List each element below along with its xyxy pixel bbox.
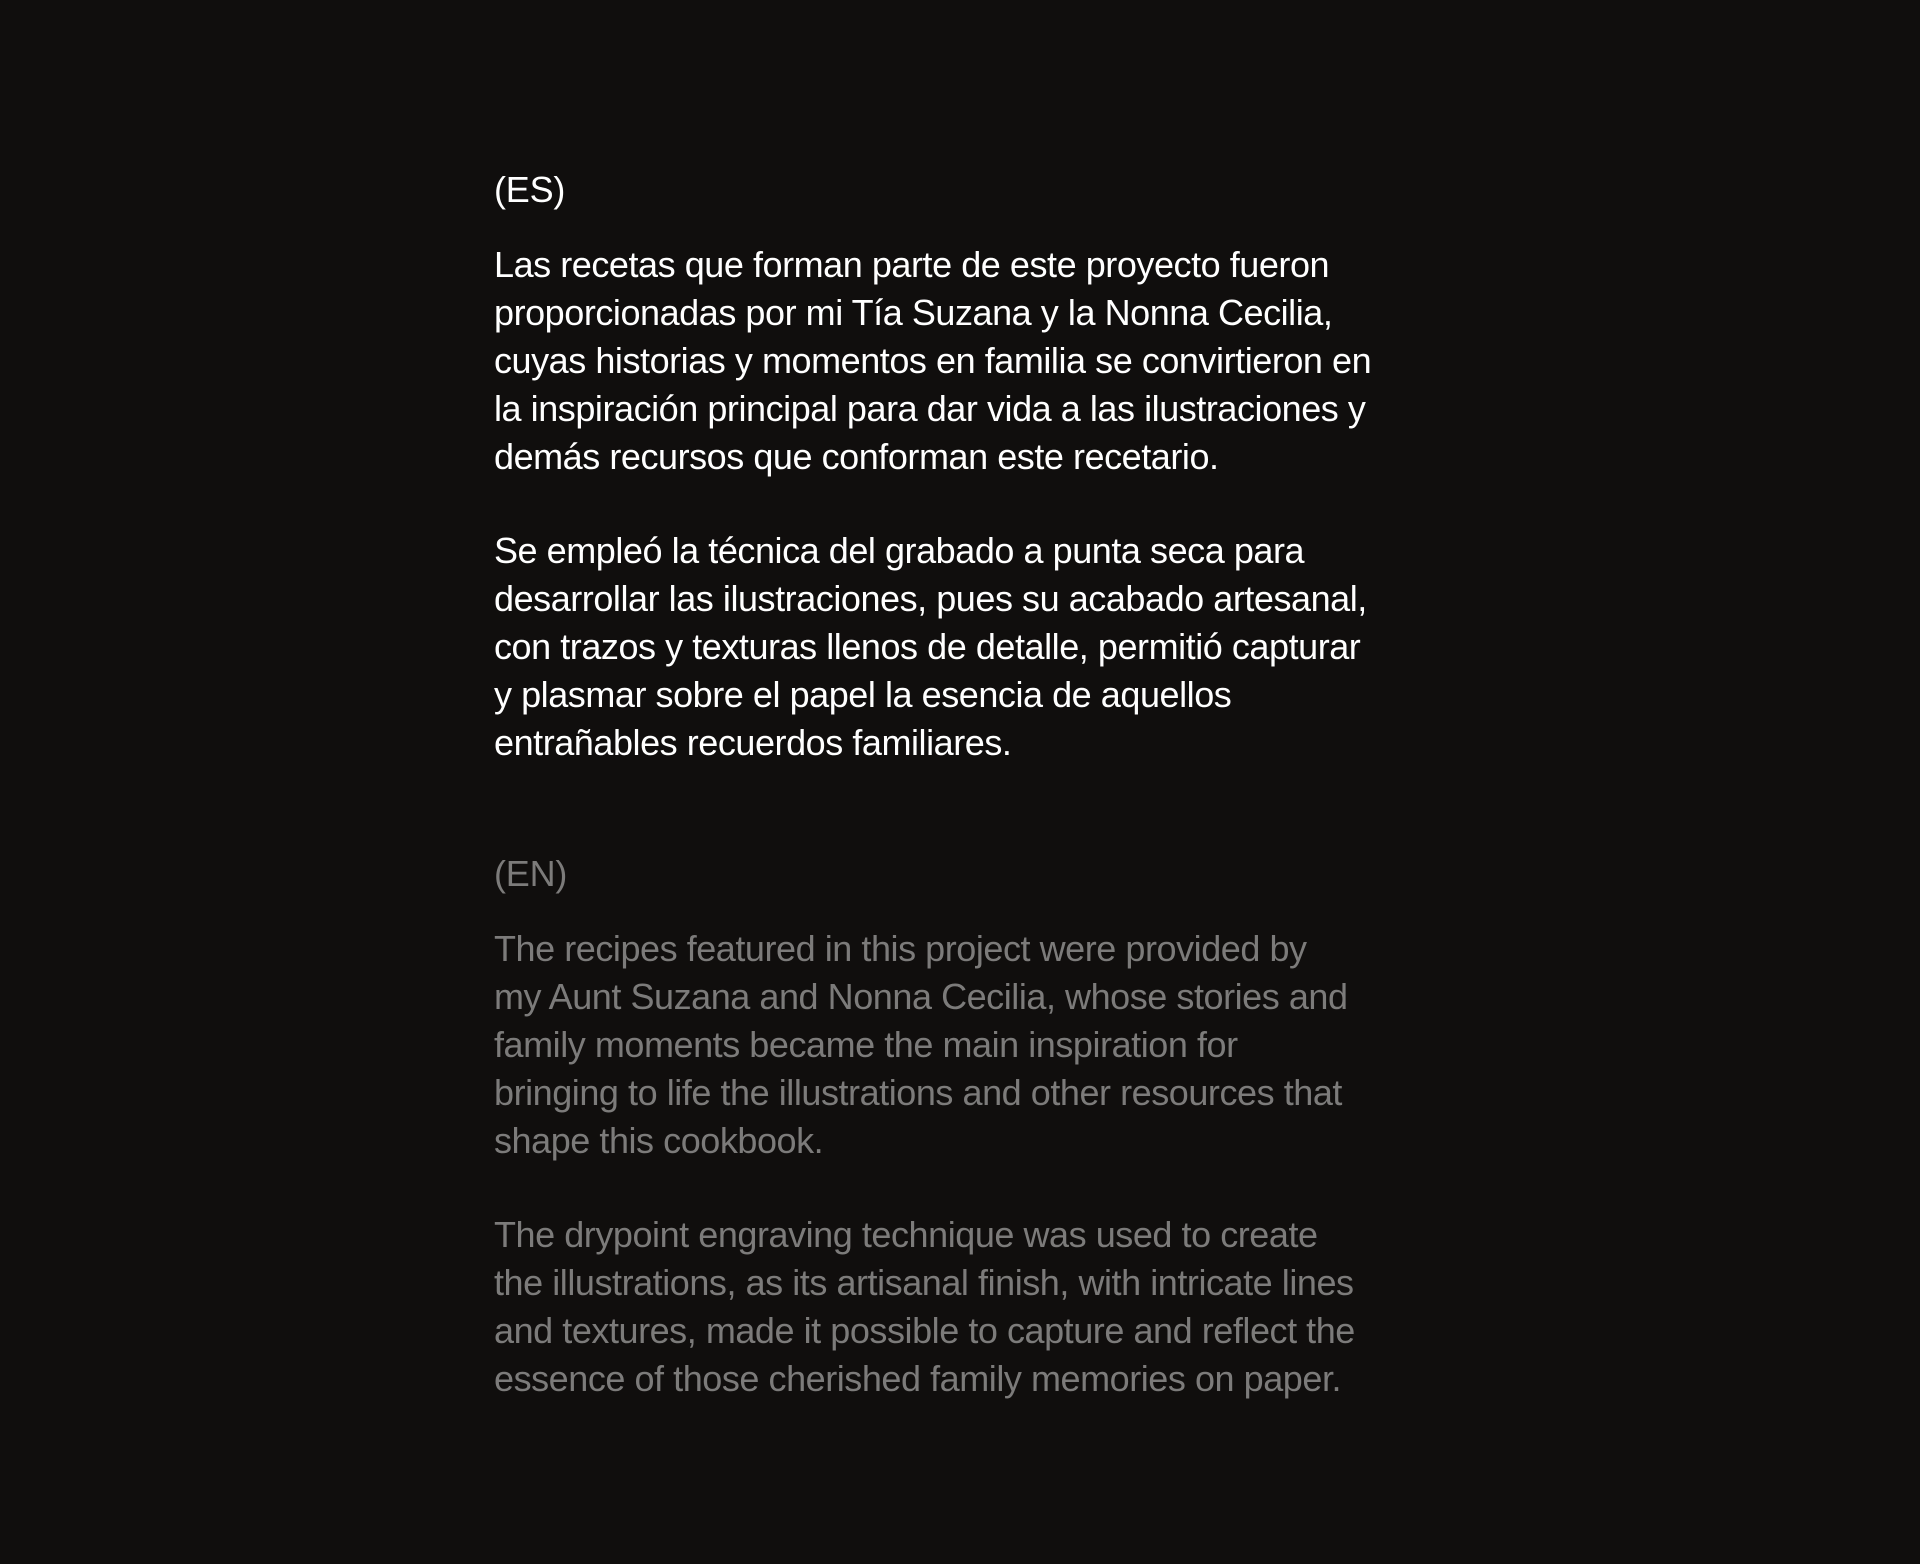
spanish-section — [494, 166, 1504, 767]
english-paragraph-1: The recipes featured in this project were provided by my Aunt Suzana and Nonna Cecilia, whose stories and family moments became the main inspiration for bringing to life the illustrations and other resources that shape this cookbook. — [494, 928, 1348, 1161]
english-paragraph-2: The drypoint engraving technique was used to create the illustrations, as its artisanal finish, with intricate lines and textures, made it possible to capture and reflect the essence of those cherished family memories on paper. — [494, 1214, 1355, 1399]
english-language-label: (EN) — [494, 853, 568, 894]
text-column — [494, 166, 1504, 1403]
spanish-language-label: (ES) — [494, 169, 566, 210]
english-section — [494, 850, 1504, 1403]
spanish-paragraph-1: Las recetas que forman parte de este proyecto fueron proporcionadas por mi Tía Suzana y la Nonna Cecilia, cuyas historias y momentos en familia se convirtieron en la inspiración principal para dar vida a las ilustraciones y demás recursos que conforman este recetario. — [494, 244, 1372, 477]
spanish-paragraph-2: Se empleó la técnica del grabado a punta seca para desarrollar las ilustraciones, pues su acabado artesanal, con trazos y texturas llenos de detalle, permitió capturar y plasmar sobre el papel la esencia de aquellos entrañables recuerdos familiares. — [494, 530, 1367, 763]
